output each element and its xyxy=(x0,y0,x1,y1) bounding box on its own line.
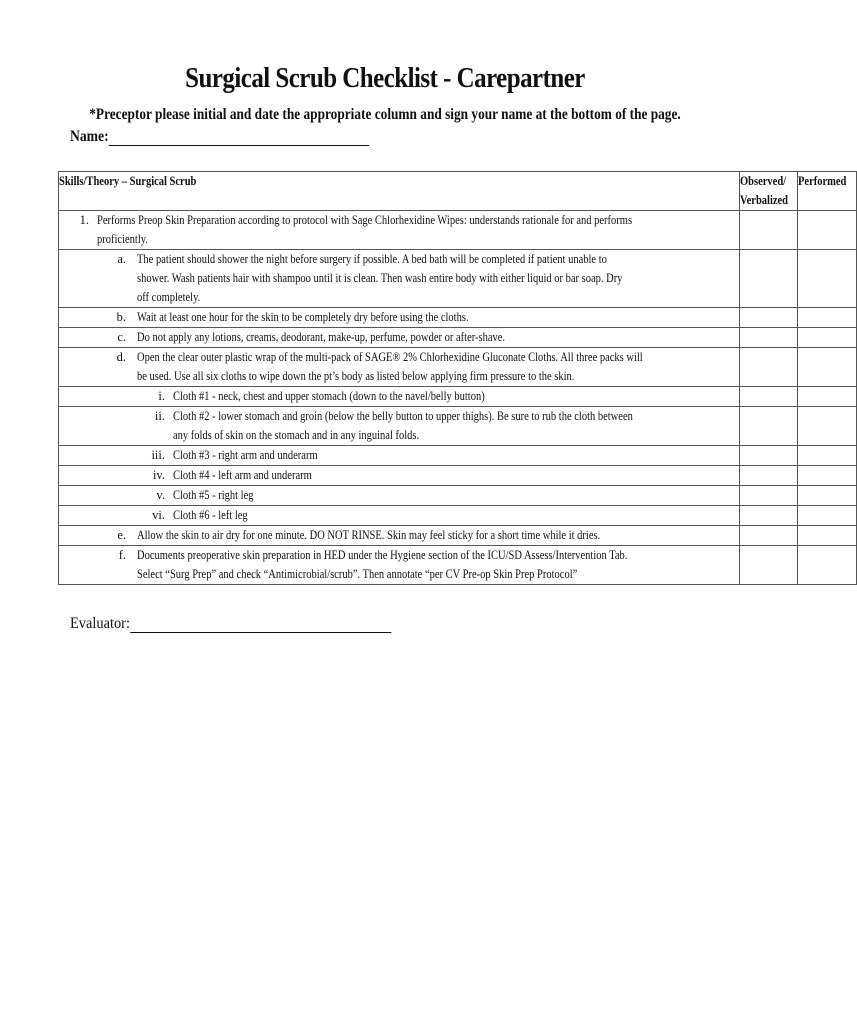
item-text-line: Cloth #6 - left leg xyxy=(173,508,248,522)
item-number: b. xyxy=(116,310,126,324)
header-performed: Performed xyxy=(798,172,857,211)
item-text-line: any folds of skin on the stomach and in any inguinal folds. xyxy=(173,428,420,442)
item-number: d. xyxy=(116,350,126,364)
item-number: iii. xyxy=(151,448,165,462)
observed-verbalized-cell[interactable] xyxy=(740,546,798,585)
checklist-item-text xyxy=(59,387,740,407)
observed-verbalized-cell[interactable] xyxy=(740,328,798,348)
checklist-item-text xyxy=(59,506,740,526)
checklist-row xyxy=(59,407,857,446)
header-observed-line1: Observed/ xyxy=(740,174,787,188)
observed-verbalized-cell[interactable] xyxy=(740,387,798,407)
item-text-line: Cloth #5 - right leg xyxy=(173,488,254,502)
performed-cell[interactable] xyxy=(798,546,857,585)
checklist-item-text xyxy=(59,486,740,506)
performed-cell[interactable] xyxy=(798,526,857,546)
observed-verbalized-cell[interactable] xyxy=(740,486,798,506)
checklist-row xyxy=(59,308,857,328)
checklist-item-text xyxy=(59,407,740,446)
checklist-row xyxy=(59,526,857,546)
item-number: a. xyxy=(117,252,126,266)
observed-verbalized-cell[interactable] xyxy=(740,308,798,328)
item-number: e. xyxy=(117,528,126,542)
performed-cell[interactable] xyxy=(798,407,857,446)
checklist-item-text xyxy=(59,466,740,486)
item-text-line: Cloth #4 - left arm and underarm xyxy=(173,468,312,482)
checklist-row xyxy=(59,506,857,526)
item-number: iv. xyxy=(152,468,165,482)
checklist-row xyxy=(59,446,857,466)
checklist-row xyxy=(59,466,857,486)
observed-verbalized-cell[interactable] xyxy=(740,348,798,387)
item-text-line: Open the clear outer plastic wrap of the multi-pack of SAGE® 2% Chlorhexidine Gluconate Cloths. All three packs will xyxy=(137,350,643,364)
item-text-line: shower. Wash patients hair with shampoo until it is clean. Then wash entire body with either liquid or bar soap. Dry xyxy=(137,271,623,285)
item-text-line: Cloth #3 - right arm and underarm xyxy=(173,448,318,462)
item-number: 1. xyxy=(79,213,89,227)
item-text-line: Select “Surg Prep” and check “Antimicrobial/scrub”. Then annotate “per CV Pre-op Skin Prep Protocol” xyxy=(137,567,578,581)
checklist-item-text xyxy=(59,546,740,585)
evaluator-blank-line[interactable] xyxy=(130,614,391,633)
checklist-row xyxy=(59,387,857,407)
checklist-row xyxy=(59,211,857,250)
item-text-line: The patient should shower the night before surgery if possible. A bed bath will be completed if patient unable to xyxy=(137,252,607,266)
item-text-line: Cloth #1 - neck, chest and upper stomach (down to the navel/belly button) xyxy=(173,389,485,403)
item-number: f. xyxy=(118,548,126,562)
name-blank-line[interactable] xyxy=(109,129,369,146)
header-skills: Skills/Theory – Surgical Scrub xyxy=(59,172,740,211)
checklist-item-text xyxy=(59,328,740,348)
header-observed-line2: Verbalized xyxy=(740,193,789,207)
checklist-table xyxy=(58,171,857,585)
performed-cell[interactable] xyxy=(798,328,857,348)
checklist-row xyxy=(59,250,857,308)
checklist-header-row xyxy=(59,172,857,211)
performed-cell[interactable] xyxy=(798,308,857,328)
name-field[interactable] xyxy=(70,128,369,146)
item-number: c. xyxy=(117,330,126,344)
item-number: vi. xyxy=(152,508,165,522)
performed-cell[interactable] xyxy=(798,211,857,250)
item-text-line: Performs Preop Skin Preparation according to protocol with Sage Chlorhexidine Wipes: understands rationale for and performs xyxy=(97,213,633,227)
item-number: i. xyxy=(158,389,165,403)
item-text-line: off completely. xyxy=(137,290,201,304)
checklist-item-text xyxy=(59,348,740,387)
checklist-item-text xyxy=(59,211,740,250)
item-text-line: proficiently. xyxy=(97,232,148,246)
performed-cell[interactable] xyxy=(798,348,857,387)
observed-verbalized-cell[interactable] xyxy=(740,446,798,466)
checklist-item-text xyxy=(59,446,740,466)
performed-cell[interactable] xyxy=(798,506,857,526)
checklist-row xyxy=(59,348,857,387)
page-title: Surgical Scrub Checklist - Carepartner xyxy=(185,62,585,94)
item-number: v. xyxy=(156,488,165,502)
instructions-subtitle: *Preceptor please initial and date the appropriate column and sign your name at the bottom of the page. xyxy=(89,106,681,123)
checklist-row xyxy=(59,328,857,348)
item-text-line: Wait at least one hour for the skin to be completely dry before using the cloths. xyxy=(137,310,469,324)
observed-verbalized-cell[interactable] xyxy=(740,211,798,250)
evaluator-label: Evaluator: xyxy=(70,615,130,632)
item-number: ii. xyxy=(154,409,165,423)
item-text-line: Allow the skin to air dry for one minute. DO NOT RINSE. Skin may feel sticky for a short time while it dries. xyxy=(137,528,601,542)
performed-cell[interactable] xyxy=(798,250,857,308)
checklist-item-text xyxy=(59,250,740,308)
item-text-line: Cloth #2 - lower stomach and groin (below the belly button to upper thighs). Be sure to rub the cloth between xyxy=(173,409,633,423)
performed-cell[interactable] xyxy=(798,486,857,506)
item-text-line: be used. Use all six cloths to wipe down the pt’s body as listed below applying firm pressure to the skin. xyxy=(137,369,575,383)
performed-cell[interactable] xyxy=(798,387,857,407)
item-text-line: Do not apply any lotions, creams, deodorant, make-up, perfume, powder or after-shave. xyxy=(137,330,506,344)
checklist-row xyxy=(59,546,857,585)
evaluator-field[interactable] xyxy=(70,614,391,633)
checklist-item-text xyxy=(59,526,740,546)
observed-verbalized-cell[interactable] xyxy=(740,407,798,446)
item-text-line: Documents preoperative skin preparation in HED under the Hygiene section of the ICU/SD Assess/Intervention Tab. xyxy=(137,548,628,562)
observed-verbalized-cell[interactable] xyxy=(740,526,798,546)
performed-cell[interactable] xyxy=(798,446,857,466)
checklist-row xyxy=(59,486,857,506)
observed-verbalized-cell[interactable] xyxy=(740,506,798,526)
performed-cell[interactable] xyxy=(798,466,857,486)
name-label: Name: xyxy=(70,128,109,145)
observed-verbalized-cell[interactable] xyxy=(740,250,798,308)
observed-verbalized-cell[interactable] xyxy=(740,466,798,486)
checklist-item-text xyxy=(59,308,740,328)
header-observed-verbalized xyxy=(740,172,798,211)
